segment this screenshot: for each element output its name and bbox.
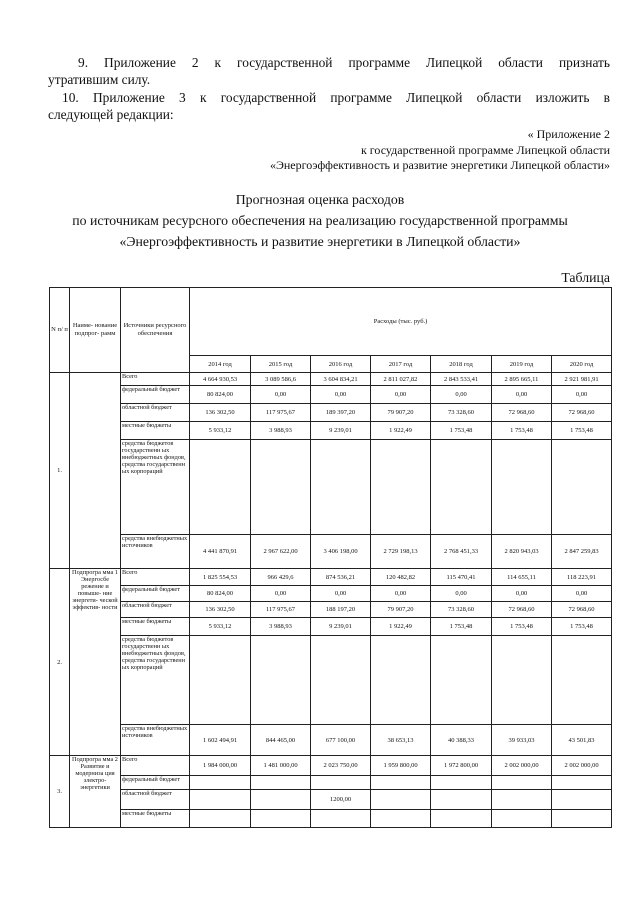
expense-value: 0,00 (552, 586, 612, 602)
funding-source: средства бюджетов государственн ых внебюджетных фондов, средства государственн ых корпораций (121, 440, 190, 535)
expense-value: 40 388,33 (431, 725, 492, 756)
expense-value: 844 465,00 (251, 725, 311, 756)
expense-value (431, 810, 492, 828)
table-row (50, 404, 612, 422)
funding-source: областной бюджет (121, 404, 190, 422)
header-source: Источники ресурсного обеспечения (121, 288, 190, 373)
expense-value: 73 328,60 (431, 602, 492, 618)
subprogram-name: Подпрогра мма 2 Развитие и модерниза ция электро- энергетики (70, 756, 121, 828)
expense-value (371, 636, 431, 725)
expense-value (251, 776, 311, 790)
expense-value (190, 440, 251, 535)
expense-value (552, 810, 612, 828)
expense-value: 1 753,48 (552, 618, 612, 636)
expense-value: 2 921 981,91 (552, 373, 612, 386)
funding-source: средства бюджетов государственн ых внебюджетных фондов, средства государственн ых корпораций (121, 636, 190, 725)
expense-value: 115 470,41 (431, 569, 492, 586)
expense-value: 0,00 (311, 386, 371, 404)
table-row (50, 725, 612, 756)
expense-value (251, 810, 311, 828)
subprogram-name: Подпрогра мма 1 Энергосбе режение и повыше- ние энергети- ческой эффектив- ности (70, 569, 121, 756)
paragraph-10-cont: следующей редакции: (48, 107, 174, 122)
table-row (50, 586, 612, 602)
expense-value: 1 753,48 (552, 422, 612, 440)
paragraph-9-cont: утратившим силу. (48, 72, 151, 87)
appendix-line-2: к государственной программе Липецкой области (360, 143, 610, 157)
expense-value: 1 922,49 (371, 618, 431, 636)
expense-value: 0,00 (431, 386, 492, 404)
header-number: N п/ п (50, 288, 70, 373)
paragraph-9: 9. Приложение 2 к государственной программе Липецкой области признать (78, 55, 610, 70)
expense-value: 1 753,48 (431, 618, 492, 636)
expense-value: 0,00 (371, 386, 431, 404)
expense-value: 136 302,50 (190, 404, 251, 422)
expense-value: 79 907,20 (371, 602, 431, 618)
table-row (50, 618, 612, 636)
expense-value: 1200,00 (311, 790, 371, 810)
expense-value: 72 968,60 (552, 602, 612, 618)
expense-value: 1 753,48 (492, 618, 552, 636)
expense-value: 72 968,60 (492, 404, 552, 422)
expense-value (311, 810, 371, 828)
funding-source: Всего (121, 373, 190, 386)
funding-source: местные бюджеты (121, 618, 190, 636)
expense-value (311, 636, 371, 725)
row-number: 1. (50, 373, 70, 569)
expense-value: 0,00 (492, 586, 552, 602)
expense-value (492, 636, 552, 725)
expense-value (552, 776, 612, 790)
expense-value: 80 824,00 (190, 586, 251, 602)
expense-value: 1 984 000,00 (190, 756, 251, 776)
header-year: 2017 год (371, 356, 431, 373)
funding-source: Всего (121, 569, 190, 586)
expense-value (371, 790, 431, 810)
subprogram-name (70, 373, 121, 569)
funding-source: местные бюджеты (121, 810, 190, 828)
expense-value: 0,00 (492, 386, 552, 404)
expense-value (251, 636, 311, 725)
expense-value: 0,00 (251, 386, 311, 404)
expense-value: 4 664 930,53 (190, 373, 251, 386)
expense-value: 72 968,60 (552, 404, 612, 422)
expense-value: 43 501,83 (552, 725, 612, 756)
expense-value (251, 790, 311, 810)
expense-value: 2 768 451,33 (431, 535, 492, 569)
expense-value: 80 824,00 (190, 386, 251, 404)
expense-value: 136 302,50 (190, 602, 251, 618)
table-row (50, 602, 612, 618)
expense-value (371, 810, 431, 828)
expense-value: 1 602 494,91 (190, 725, 251, 756)
funding-source: федеральный бюджет (121, 386, 190, 404)
expense-value (311, 776, 371, 790)
expense-value: 1 753,48 (431, 422, 492, 440)
table-row (50, 636, 612, 725)
expense-value: 73 328,60 (431, 404, 492, 422)
table-row (50, 422, 612, 440)
funding-source: средства внебюджетных источников (121, 725, 190, 756)
expense-value: 3 089 586,6 (251, 373, 311, 386)
expense-value: 188 197,20 (311, 602, 371, 618)
table-row (50, 386, 612, 404)
expense-value: 117 975,67 (251, 404, 311, 422)
expense-value: 3 604 834,21 (311, 373, 371, 386)
header-year: 2016 год (311, 356, 371, 373)
expense-value (190, 636, 251, 725)
funding-source: областной бюджет (121, 790, 190, 810)
expense-value: 2 967 622,00 (251, 535, 311, 569)
expense-value: 79 907,20 (371, 404, 431, 422)
expense-value: 72 968,60 (492, 602, 552, 618)
expense-value (371, 776, 431, 790)
table-caption: Таблица (561, 270, 610, 285)
appendix-line-1: « Приложение 2 (527, 127, 610, 141)
expense-value: 874 536,21 (311, 569, 371, 586)
expense-value (431, 790, 492, 810)
header-name: Наиме- нование подпрог- рамм (70, 288, 121, 373)
expense-value (431, 440, 492, 535)
header-year: 2018 год (431, 356, 492, 373)
paragraph-10: 10. Приложение 3 к государственной программе Липецкой области изложить в (62, 90, 610, 105)
expense-value (190, 790, 251, 810)
expense-value: 1 959 800,00 (371, 756, 431, 776)
expense-value (552, 636, 612, 725)
table-row (50, 373, 612, 386)
row-number: 2. (50, 569, 70, 756)
expense-value: 0,00 (431, 586, 492, 602)
expense-value: 114 655,11 (492, 569, 552, 586)
expense-value (190, 776, 251, 790)
expense-value (492, 810, 552, 828)
header-year: 2014 год (190, 356, 251, 373)
expense-value: 3 988,93 (251, 618, 311, 636)
expense-value: 0,00 (371, 586, 431, 602)
expense-value (552, 440, 612, 535)
expense-value (492, 790, 552, 810)
expense-value: 2 729 198,13 (371, 535, 431, 569)
expense-value (251, 440, 311, 535)
header-expenses: Расходы (тыс. руб.) (190, 288, 612, 356)
expense-value: 966 429,6 (251, 569, 311, 586)
expense-value (190, 810, 251, 828)
funding-source: местные бюджеты (121, 422, 190, 440)
expense-value: 2 847 259,83 (552, 535, 612, 569)
expense-value: 9 239,01 (311, 422, 371, 440)
funding-source: средства внебюджетных источников (121, 535, 190, 569)
expense-value: 5 933,12 (190, 422, 251, 440)
row-number: 3. (50, 756, 70, 828)
expense-value: 117 975,67 (251, 602, 311, 618)
funding-source: федеральный бюджет (121, 776, 190, 790)
expense-value: 2 023 750,00 (311, 756, 371, 776)
expense-value: 1 922,49 (371, 422, 431, 440)
funding-source: Всего (121, 756, 190, 776)
table-row (50, 440, 612, 535)
expense-value: 120 482,82 (371, 569, 431, 586)
expense-value (552, 790, 612, 810)
doc-title-line-1: Прогнозная оценка расходов (235, 192, 405, 207)
table-row (50, 790, 612, 810)
expense-value: 1 481 000,00 (251, 756, 311, 776)
doc-title-line-2: по источникам ресурсного обеспечения на реализацию государственной программы (72, 213, 568, 228)
table-row (50, 535, 612, 569)
appendix-line-3: «Энергоэффективность и развитие энергетики Липецкой области» (269, 158, 610, 172)
table-row (50, 756, 612, 776)
expense-value: 677 100,00 (311, 725, 371, 756)
expense-value (492, 440, 552, 535)
expense-value: 189 397,20 (311, 404, 371, 422)
header-year: 2019 год (492, 356, 552, 373)
table-row (50, 810, 612, 828)
header-year: 2020 год (552, 356, 612, 373)
expense-value: 9 239,01 (311, 618, 371, 636)
expense-value: 39 933,03 (492, 725, 552, 756)
expense-value: 2 002 000,00 (552, 756, 612, 776)
expense-value: 2 895 665,11 (492, 373, 552, 386)
expense-value (311, 440, 371, 535)
expense-value: 5 933,12 (190, 618, 251, 636)
expense-value (371, 440, 431, 535)
expense-value (431, 636, 492, 725)
expense-value: 2 843 533,41 (431, 373, 492, 386)
expense-value: 2 820 943,03 (492, 535, 552, 569)
expense-value: 38 653,13 (371, 725, 431, 756)
expense-value: 1 972 800,00 (431, 756, 492, 776)
expenses-table (49, 287, 612, 828)
funding-source: федеральный бюджет (121, 586, 190, 602)
expense-value: 1 753,48 (492, 422, 552, 440)
expense-value: 1 825 554,53 (190, 569, 251, 586)
expense-value: 118 223,91 (552, 569, 612, 586)
expense-value (431, 776, 492, 790)
expense-value: 0,00 (311, 586, 371, 602)
expense-value: 3 406 198,00 (311, 535, 371, 569)
expense-value: 0,00 (251, 586, 311, 602)
expense-value: 3 988,93 (251, 422, 311, 440)
expense-value: 4 441 870,91 (190, 535, 251, 569)
expense-value: 2 811 027,82 (371, 373, 431, 386)
header-year: 2015 год (251, 356, 311, 373)
expense-value (492, 776, 552, 790)
expense-value: 0,00 (552, 386, 612, 404)
doc-title-line-3: «Энергоэффективность и развитие энергетики в Липецкой области» (119, 234, 521, 249)
table-row (50, 776, 612, 790)
table-row (50, 569, 612, 586)
expense-value: 2 002 000,00 (492, 756, 552, 776)
funding-source: областной бюджет (121, 602, 190, 618)
